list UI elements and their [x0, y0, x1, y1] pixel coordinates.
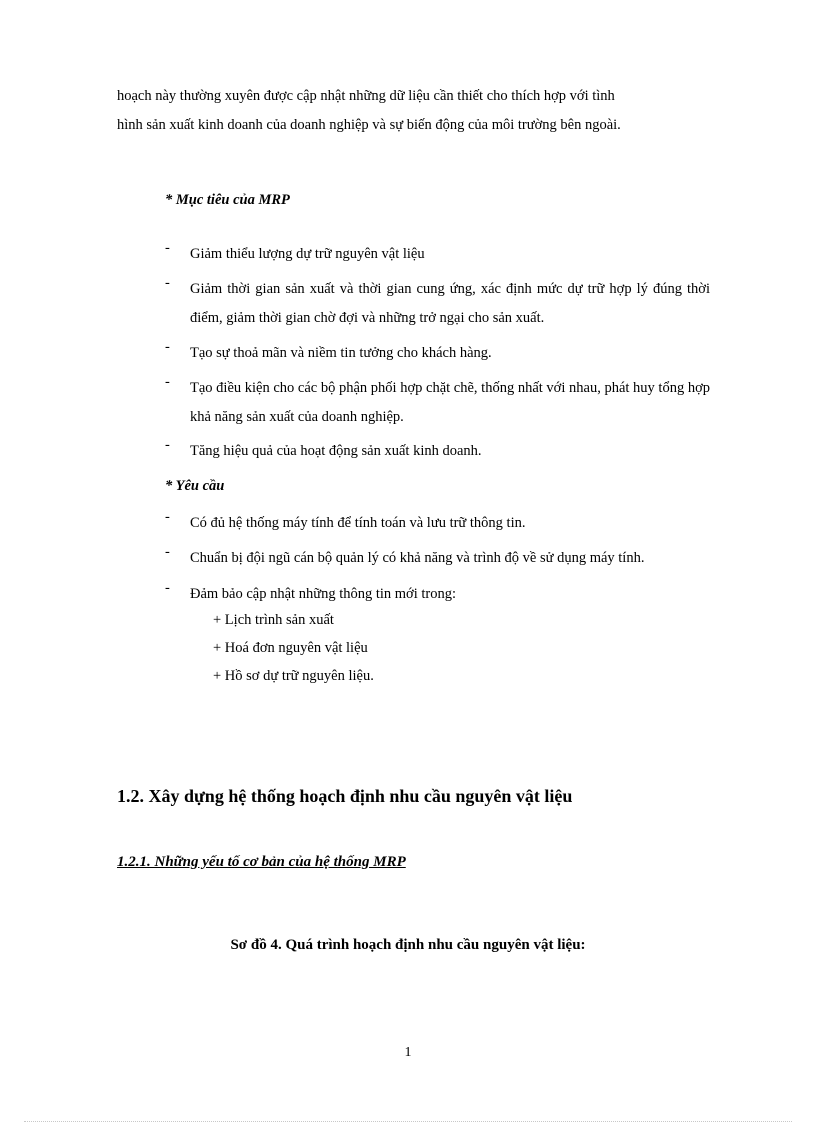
page-bottom-border — [24, 1121, 792, 1122]
subsection-heading: 1.2.1. Những yếu tố cơ bản của hệ thống MRP — [117, 854, 406, 870]
requirement-item: Đảm bảo cập nhật những thông tin mới trong: — [190, 586, 457, 602]
list-item — [165, 339, 710, 368]
list-item — [165, 544, 710, 573]
bullet-dash: - — [165, 240, 170, 256]
bullet-dash: - — [165, 275, 170, 291]
list-item — [165, 580, 710, 609]
list-item — [165, 374, 710, 432]
bullet-dash: - — [165, 509, 170, 525]
intro-line-1: hoạch này thường xuyên được cập nhật những dữ liệu cần thiết cho thích hợp với tình — [117, 88, 615, 104]
bullet-dash: - — [165, 339, 170, 355]
requirement-item: Có đủ hệ thống máy tính để tính toán và lưu trữ thông tin. — [190, 515, 526, 531]
sub-list-item: + Lịch trình sản xuất — [213, 612, 334, 628]
list-item — [165, 240, 710, 269]
figure-caption: Sơ đồ 4. Quá trình hoạch định nhu cầu nguyên vật liệu: — [230, 937, 586, 953]
objective-item: Tạo điều kiện cho các bộ phận phối hợp chặt chẽ, thống nhất với nhau, phát huy tổng hợp khả năng sản xuất của doanh nghiệp. — [190, 380, 710, 425]
objective-item: Giảm thời gian sản xuất và thời gian cung ứng, xác định mức dự trữ hợp lý đúng thời điểm, giảm thời gian chờ đợi và những trở ngại cho sản xuất. — [190, 281, 710, 326]
section-heading: 1.2. Xây dựng hệ thống hoạch định nhu cầu nguyên vật liệu — [117, 786, 573, 806]
requirements-heading: * Yêu cầu — [165, 478, 225, 494]
sub-list-item: + Hồ sơ dự trữ nguyên liệu. — [213, 668, 374, 684]
bullet-dash: - — [165, 374, 170, 390]
list-item — [165, 509, 710, 538]
objective-item: Tạo sự thoả mãn và niềm tin tưởng cho khách hàng. — [190, 345, 492, 361]
list-item — [165, 275, 710, 333]
objective-item: Tăng hiệu quả của hoạt động sản xuất kinh doanh. — [190, 443, 482, 459]
bullet-dash: - — [165, 437, 170, 453]
requirement-item: Chuẩn bị đội ngũ cán bộ quản lý có khả năng và trình độ về sử dụng máy tính. — [190, 550, 645, 566]
intro-line-2: hình sản xuất kinh doanh của doanh nghiệp và sự biến động của môi trường bên ngoài. — [117, 117, 621, 133]
bullet-dash: - — [165, 580, 170, 596]
intro-paragraph — [117, 82, 709, 140]
bullet-dash: - — [165, 544, 170, 560]
list-item — [165, 437, 710, 466]
objectives-heading: * Mục tiêu của MRP — [165, 192, 290, 208]
objective-item: Giảm thiểu lượng dự trữ nguyên vật liệu — [190, 246, 425, 262]
sub-list-item: + Hoá đơn nguyên vật liệu — [213, 640, 368, 656]
page-number: 1 — [404, 1045, 412, 1060]
